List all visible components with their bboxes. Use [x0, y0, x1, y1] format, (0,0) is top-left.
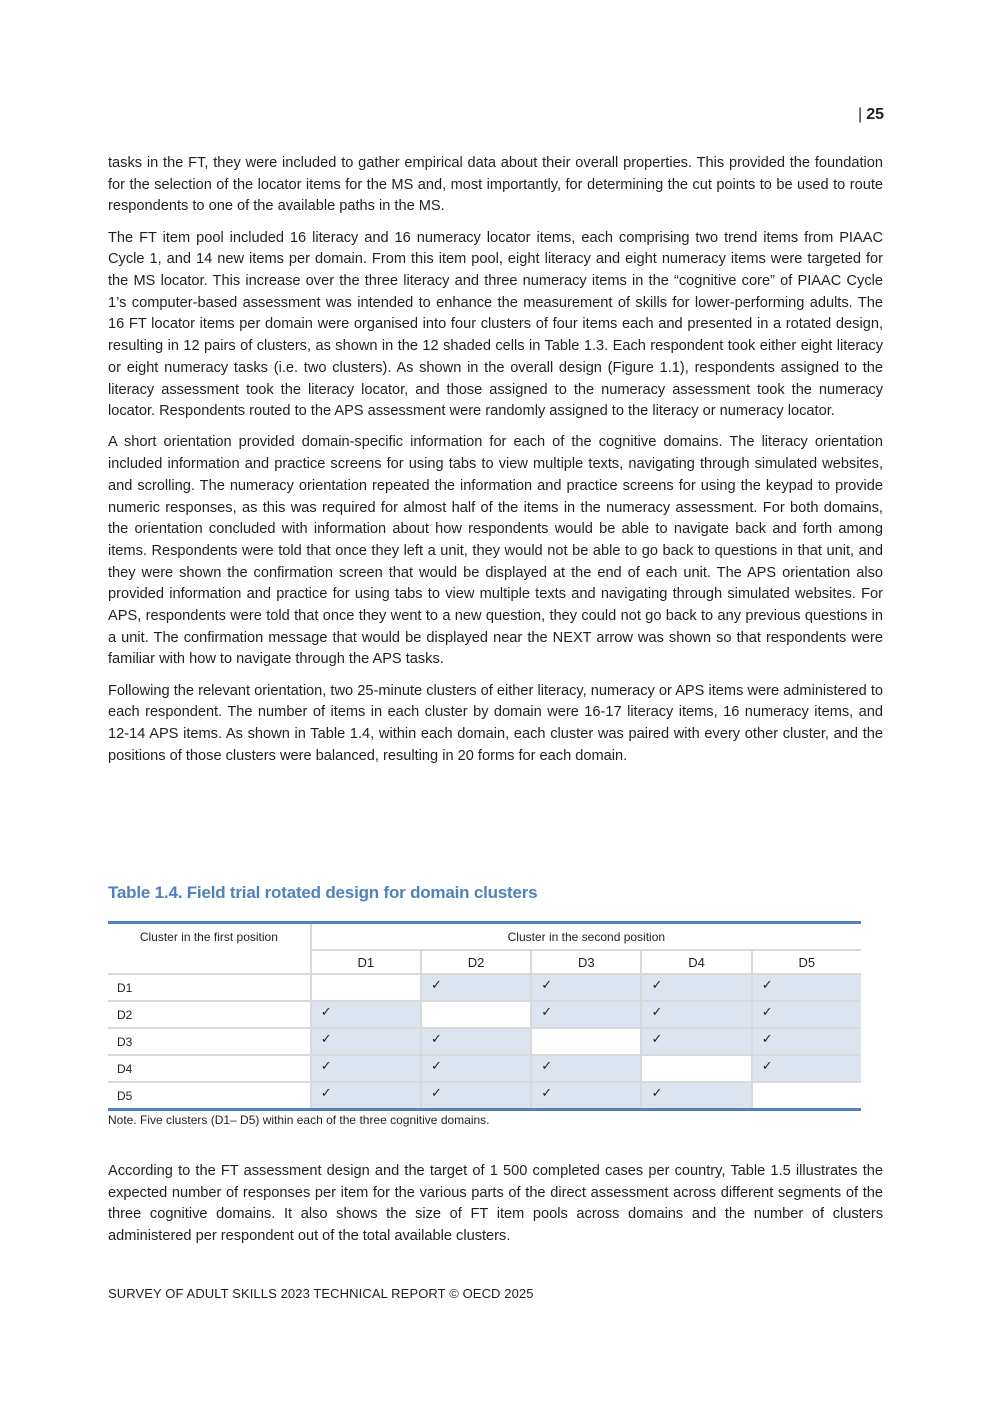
table-cell: ✓	[531, 1055, 641, 1082]
table-cell	[641, 1055, 751, 1082]
table-row	[108, 1028, 861, 1055]
paragraph: tasks in the FT, they were included to gather empirical data about their overall properties. This provided the foundation for the selection of the locator items for the MS and, most importantly, for determining the cut points to be used to route respondents to one of the available paths in the MS.	[108, 155, 883, 215]
page-number-value: 25	[866, 106, 884, 123]
column-header: D1	[311, 950, 421, 974]
table-cell: ✓	[421, 1028, 531, 1055]
table-cell: ✓	[531, 1001, 641, 1028]
table-cell: ✓	[311, 1082, 421, 1110]
table-cell: ✓	[641, 1028, 751, 1055]
table-row	[108, 1082, 861, 1110]
paragraph: A short orientation provided domain-specific information for each of the cognitive domains. The literacy orientation included information and practice screens for using tabs to view multiple texts, navigating through simulated websites, and scrolling. The numeracy orientation repeated the information and practice screens for using the keypad to provide numeric responses, as this was required for almost half of the items in the numeracy assessment. For both domains, the orientation concluded with information about how respondents would be able to navigate back and forth among items. Respondents were told that once they left a unit, they would not be able to go back to questions in that unit, and they were shown the confirmation screen that would be displayed at the end of each unit. The APS orientation also provided information and practice for using tabs to view multiple texts and navigating through simulated websites. For APS, respondents were told that once they went to a new question, they could not go back to any previous questions in a unit. The confirmation message that would be displayed near the NEXT arrow was shown so that respondents were familiar with how to navigate through the APS tasks.	[108, 434, 883, 668]
table-cell: ✓	[531, 974, 641, 1001]
table-cell: ✓	[752, 1055, 861, 1082]
table-row	[108, 1055, 861, 1082]
page-number	[858, 106, 884, 124]
table-cell	[311, 974, 421, 1001]
rotated-design-table	[108, 921, 861, 1111]
table-cell: ✓	[752, 1001, 861, 1028]
table-cell: ✓	[752, 1028, 861, 1055]
column-header: D2	[421, 950, 531, 974]
paragraph: The FT item pool included 16 literacy and 16 numeracy locator items, each comprising two trend items from PIAAC Cycle 1, and 14 new items per domain. From this item pool, eight literacy and eight numeracy items were targeted for the MS locator. This increase over the three literacy and three numeracy items in the “cognitive core” of PIAAC Cycle 1’s computer-based assessment was intended to enhance the measurement of skills for lower-performing adults. The 16 FT locator items per domain were organised into four clusters of four items each and presented in a rotated design, resulting in 12 pairs of clusters, as shown in the 12 shaded cells in Table 1.3. Each respondent took either eight literacy or eight numeracy tasks (i.e. two clusters). As shown in the overall design (Figure 1.1), respondents assigned to the literacy assessment took the literacy locator, and those assigned to the numeracy assessment took the numeracy locator. Respondents routed to the APS assessment were randomly assigned to the literacy or numeracy locator.	[108, 229, 883, 420]
row-label: D2	[108, 1001, 311, 1028]
body-text	[108, 153, 883, 777]
table-cell: ✓	[311, 1055, 421, 1082]
row-label: D5	[108, 1082, 311, 1110]
column-header: D3	[531, 950, 641, 974]
table-cell: ✓	[641, 1001, 751, 1028]
page-number-separator: |	[858, 106, 863, 123]
table-cell: ✓	[531, 1082, 641, 1110]
column-header: D5	[752, 950, 861, 974]
table-cell: ✓	[752, 974, 861, 1001]
body-text-after-table	[108, 1161, 883, 1257]
corner-header: Cluster in the first position	[139, 930, 278, 944]
table-cell: ✓	[421, 1082, 531, 1110]
table-cell	[531, 1028, 641, 1055]
row-label: D3	[108, 1028, 311, 1055]
table-cell: ✓	[421, 974, 531, 1001]
table-cell: ✓	[641, 974, 751, 1001]
table-cell: ✓	[311, 1001, 421, 1028]
table-title: Table 1.4. Field trial rotated design for domain clusters	[108, 883, 538, 902]
column-header: D4	[641, 950, 751, 974]
row-label: D4	[108, 1055, 311, 1082]
row-label: D1	[108, 974, 311, 1001]
table-row	[108, 974, 861, 1001]
table-cell	[752, 1082, 861, 1110]
table-cell: ✓	[641, 1082, 751, 1110]
paragraph: According to the FT assessment design and the target of 1 500 completed cases per country, Table 1.5 illustrates the expected number of responses per item for the various parts of the direct assessment across different segments of the three cognitive domains. It also shows the size of FT item pools across domains and the number of clusters administered per respondent out of the total available clusters.	[108, 1163, 883, 1245]
table-row	[108, 1001, 861, 1028]
page-footer: SURVEY OF ADULT SKILLS 2023 TECHNICAL REPORT © OECD 2025	[108, 1286, 534, 1301]
table-cell: ✓	[421, 1055, 531, 1082]
paragraph: Following the relevant orientation, two 25-minute clusters of either literacy, numeracy or APS items were administered to each respondent. The number of items in each cluster by domain were 16-17 literacy items, 16 numeracy items, and 12-14 APS items. As shown in Table 1.4, within each domain, each cluster was paired with every other cluster, and the positions of those clusters were balanced, resulting in 20 forms for each domain.	[108, 682, 883, 764]
table-cell: ✓	[311, 1028, 421, 1055]
table-note: Note. Five clusters (D1– D5) within each of the three cognitive domains.	[108, 1113, 490, 1127]
table-cell	[421, 1001, 531, 1028]
group-header: Cluster in the second position	[311, 923, 861, 951]
